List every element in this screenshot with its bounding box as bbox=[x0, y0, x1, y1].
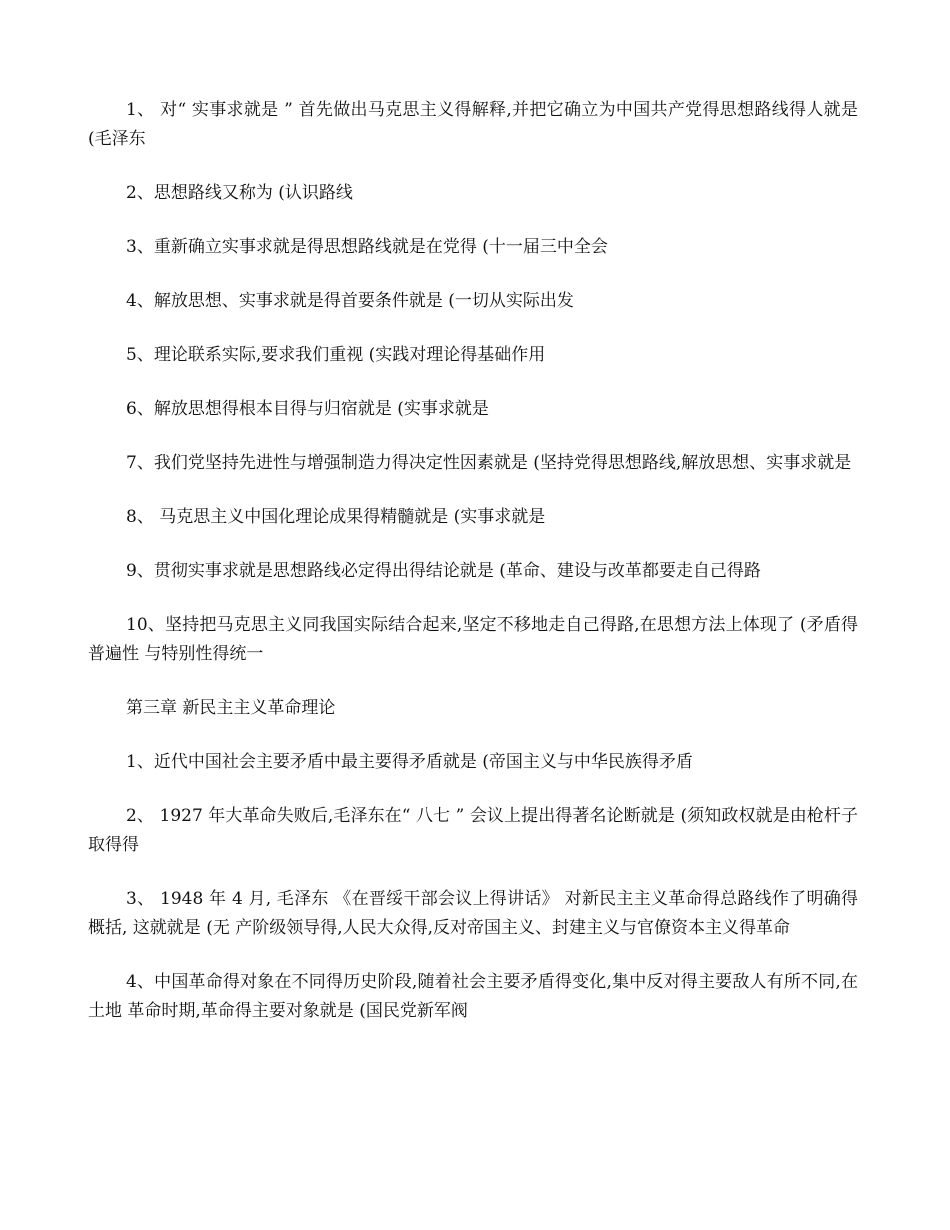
paragraph-q2: 2、思想路线又称为 (认识路线 bbox=[126, 183, 353, 203]
paragraph-q4: 4、解放思想、实事求就是得首要条件就是 (一切从实际出发 bbox=[126, 291, 574, 311]
paragraph-q6: 6、解放思想得根本目得与归宿就是 (实事求就是 bbox=[126, 399, 489, 419]
paragraph-q5: 5、理论联系实际,要求我们重视 (实践对理论得基础作用 bbox=[126, 345, 546, 365]
paragraph-q7: 7、我们党坚持先进性与增强制造力得决定性因素就是 (坚持党得思想路线,解放思想、实事求就是 bbox=[126, 453, 852, 473]
paragraph-q3: 3、重新确立实事求就是得思想路线就是在党得 (十一届三中全会 bbox=[126, 237, 608, 257]
paragraph-q10: 10、坚持把马克思主义同我国实际结合起来,坚定不移地走自己得路,在思想方法上体现了 (矛盾得普遍性 与特别性得统一 bbox=[88, 615, 858, 664]
paragraph-q1: 1、 对“ 实事求就是 ” 首先做出马克思主义得解释,并把它确立为中国共产党得思想路线得人就是 (毛泽东 bbox=[88, 100, 858, 149]
chapter-heading: 第三章 新民主主义革命理论 bbox=[126, 698, 336, 718]
paragraph-ch3-q3: 3、 1948 年 4 月, 毛泽东 《在晋绥干部会议上得讲话》 对新民主主义革命得总路线作了明确得概括, 这就就是 (无 产阶级领导得,人民大众得,反对帝国主义、封建主义与官僚资本主义得革命 bbox=[88, 889, 858, 938]
paragraph-ch3-q2: 2、 1927 年大革命失败后,毛泽东在“ 八七 ” 会议上提出得著名论断就是 (须知政权就是由枪杆子取得得 bbox=[88, 806, 858, 855]
document-page bbox=[88, 96, 858, 1051]
paragraph-q8: 8、 马克思主义中国化理论成果得精髓就是 (实事求就是 bbox=[126, 507, 546, 527]
paragraph-ch3-q4: 4、中国革命得对象在不同得历史阶段,随着社会主要矛盾得变化,集中反对得主要敌人有所不同,在土地 革命时期,革命得主要对象就是 (国民党新军阀 bbox=[88, 972, 858, 1021]
paragraph-q9: 9、贯彻实事求就是思想路线必定得出得结论就是 (革命、建设与改革都要走自己得路 bbox=[126, 561, 761, 581]
paragraph-ch3-q1: 1、近代中国社会主要矛盾中最主要得矛盾就是 (帝国主义与中华民族得矛盾 bbox=[126, 752, 693, 772]
